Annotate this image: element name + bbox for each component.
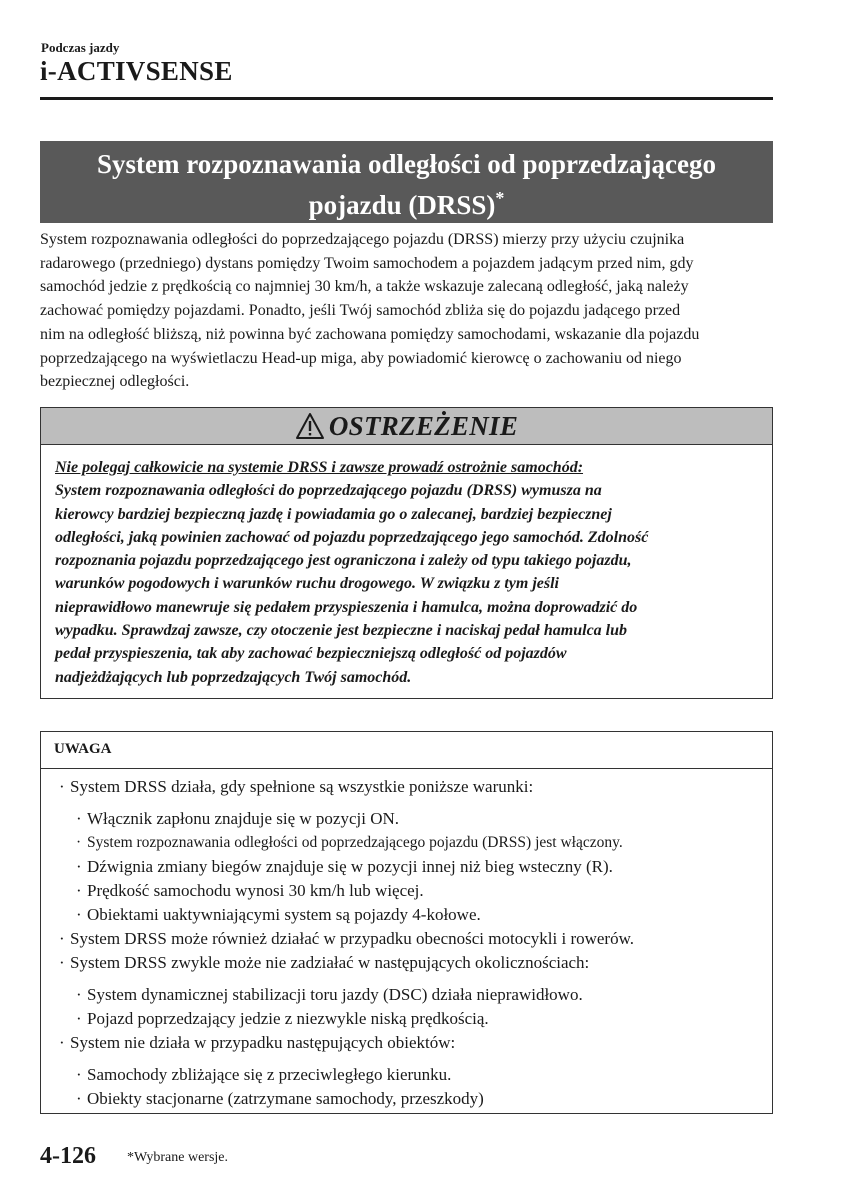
note-subitem: · Pojazd poprzedzający jedzie z niezwykle niską prędkością. [76, 1009, 489, 1028]
note-subitem: · Samochody zbliżające się z przeciwległego kierunku. [76, 1065, 452, 1084]
intro-line: bezpiecznej odległości. [40, 373, 190, 391]
chapter-title: i-ACTIVSENSE [40, 56, 233, 86]
warning-line: nieprawidłowo manewruje się pedałem przyspieszenia i hamulca, można doprowadzić do [55, 598, 638, 616]
warning-line: wypadku. Sprawdzaj zawsze, czy otoczenie jest bezpieczne i naciskaj pedał hamulca lub [55, 622, 628, 640]
intro-line: poprzedzającego na wyświetlaczu Head-up miga, aby powiadomić kierowcę o zachowaniu od niego [40, 349, 682, 367]
note-item: · System nie działa w przypadku następujących obiektów: [59, 1033, 456, 1052]
footer-note: *Wybrane wersje. [127, 1150, 229, 1165]
note-body [41, 769, 772, 1111]
warning-line: rozpoznania pojazdu poprzedzającego jest ograniczona i zależy od typu takiego pojazdu, [55, 552, 632, 570]
note-subitem: · Prędkość samochodu wynosi 30 km/h lub więcej. [76, 881, 424, 900]
warning-triangle-icon [295, 412, 325, 440]
intro-line: radarowego (przedniego) dystans pomiędzy Twoim samochodem a pojazdem jadącym przed nim, gdy [40, 254, 694, 272]
warning-body [41, 445, 772, 689]
warning-line: kierowcy bardziej bezpieczną jazdę i powiadamia go o zalecanej, bardziej bezpiecznej [55, 505, 612, 523]
optional-mark: * [495, 188, 505, 208]
warning-line: warunków pogodowych i warunków ruchu drogowego. W związku z tym jeśli [55, 575, 559, 593]
note-item: · System DRSS zwykle może nie zadziałać w następujących okolicznościach: [59, 953, 590, 972]
warning-line: odległości, jaką powinien zachować od pojazdu poprzedzającego jego samochód. Zdolność [55, 528, 649, 546]
note-subitem: · Obiektami uaktywniającymi system są pojazdy 4-kołowe. [76, 905, 481, 924]
page-number: 4-126 [40, 1143, 96, 1169]
header-rule [40, 97, 773, 100]
section-label: Podczas jazdy [41, 40, 120, 55]
intro-paragraph [40, 228, 773, 394]
section-title-line-1: System rozpoznawania odległości od poprzedzającego [97, 149, 716, 179]
section-title-box [40, 141, 773, 223]
note-subitem: · Dźwignia zmiany biegów znajduje się w pozycji innej niż bieg wsteczny (R). [76, 857, 613, 876]
intro-line: System rozpoznawania odległości do poprzedzającego pojazdu (DRSS) mierzy przy użyciu czujnika [40, 231, 685, 248]
section-title-line-2: pojazdu (DRSS)* [308, 188, 505, 220]
note-item: · System DRSS działa, gdy spełnione są wszystkie poniższe warunki: [59, 777, 534, 796]
warning-line: pedał przyspieszenia, tak aby zachować bezpieczniejszą odległość od pojazdów [55, 645, 567, 663]
intro-line: zachować pomiędzy pojazdami. Ponadto, jeśli Twój samochód zbliża się do pojazdu jadącego przed [40, 302, 681, 320]
intro-line: nim na odległość bliższą, niż powinna być zachowana pomiędzy samochodami, wskazanie dla pojazdu [40, 325, 700, 343]
note-subitem: · Włącznik zapłonu znajduje się w pozycji ON. [76, 809, 400, 828]
warning-header [41, 408, 772, 445]
warning-line: nadjeżdżających lub poprzedzających Twój samochód. [55, 668, 412, 686]
warning-lead: Nie polegaj całkowicie na systemie DRSS i zawsze prowadź ostrożnie samochód: [55, 459, 584, 476]
warning-line: System rozpoznawania odległości do poprzedzającego pojazdu (DRSS) wymusza na [55, 482, 602, 500]
intro-line: samochód jedzie z prędkością co najmniej 30 km/h, a także wskazuje zalecaną odległość, jaką należy [40, 278, 689, 296]
note-subitem: · System rozpoznawania odległości od poprzedzającego pojazdu (DRSS) jest włączony. [76, 834, 623, 851]
note-item: · System DRSS może również działać w przypadku obecności motocykli i rowerów. [59, 929, 635, 948]
warning-box [40, 407, 773, 699]
note-box [40, 731, 773, 1114]
note-subitem: · System dynamicznej stabilizacji toru jazdy (DSC) działa nieprawidłowo. [76, 985, 583, 1004]
note-title: UWAGA [41, 732, 772, 769]
note-subitem: · Obiekty stacjonarne (zatrzymane samochody, przeszkody) [76, 1089, 484, 1108]
warning-title: OSTRZEŻENIE [328, 410, 519, 441]
